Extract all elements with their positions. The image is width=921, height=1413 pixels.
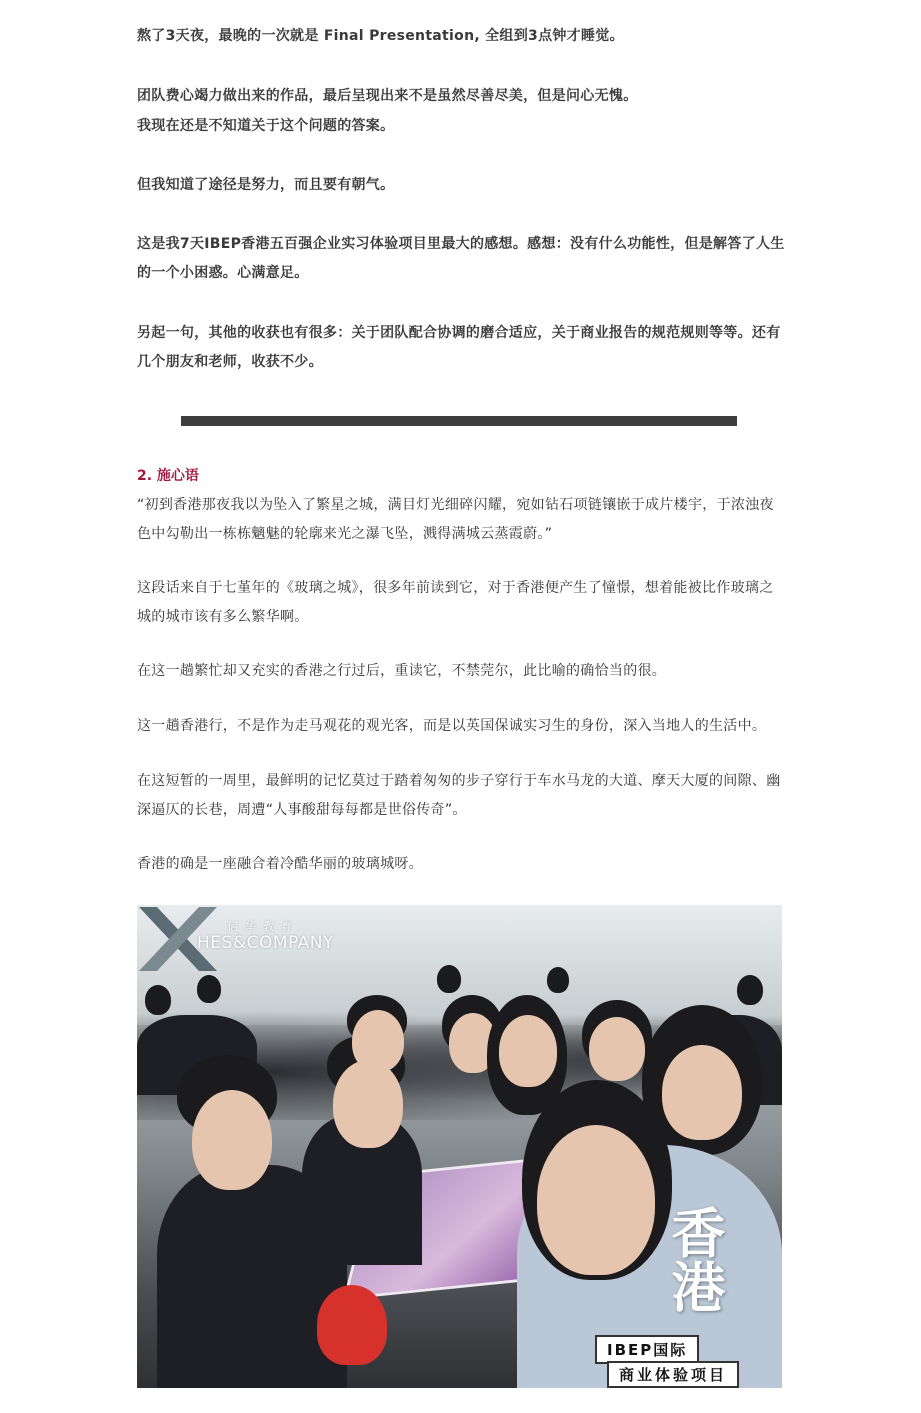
paragraph-final-presentation: 熬了3天夜，最晚的一次就是 Final Presentation, 全组到3点钟才睡觉。 bbox=[137, 28, 624, 44]
logo-text: HES&COMPANY bbox=[197, 933, 334, 953]
person-girl3-face bbox=[589, 1017, 645, 1081]
person-girl4-face bbox=[662, 1045, 742, 1140]
bg-person bbox=[437, 965, 461, 993]
quote-paragraph: “初到香港那夜我以为坠入了繁星之城，满目灯光细碎闪耀，宛如钻石项链镶嵌于成片楼宇，于浓浊夜色中勾勒出一栋栋魑魅的轮廓来光之瀑飞坠，溅得满城云蒸霞蔚。” bbox=[137, 497, 774, 542]
paragraph-reread: 在这一趟繁忙却又充实的香港之行过后，重读它，不禁莞尔，此比喻的确恰当的很。 bbox=[137, 663, 667, 679]
bg-person bbox=[737, 975, 763, 1005]
person-girl2-face bbox=[499, 1015, 557, 1087]
paragraph-team-effort: 团队费心竭力做出来的作品，最后呈现出来不是虽然尽善尽美，但是问心无愧。 bbox=[137, 88, 638, 104]
paragraph-intern-identity: 这一趟香港行，不是作为走马观花的观光客，而是以英国保诚实习生的身份，深入当地人的生活中。 bbox=[137, 718, 767, 734]
bg-person bbox=[197, 975, 221, 1003]
person-second-face bbox=[333, 1060, 403, 1148]
paragraph-unknown-answer: 我现在还是不知道关于这个问题的答案。 bbox=[137, 118, 395, 134]
person-front-face bbox=[537, 1125, 655, 1275]
brand-ibep-label: IBEP国际 bbox=[595, 1335, 699, 1364]
paragraph-biggest-feeling: 这是我7天IBEP香港五百强企业实习体验项目里最大的感想。感想：没有什么功能性，但是解答了人生的一个小困惑。心满意足。 bbox=[137, 236, 785, 281]
person-back-face bbox=[352, 1010, 404, 1072]
logo-chinese-text: 信华教育 bbox=[227, 920, 299, 933]
brand-program-label: 商业体验项目 bbox=[607, 1361, 739, 1388]
paragraph-glass-city: 香港的确是一座融合着冷酷华丽的玻璃城呀。 bbox=[137, 856, 423, 872]
group-photo bbox=[137, 905, 782, 1388]
paragraph-glass-city-source: 这段话来自于七堇年的《玻璃之城》，很多年前读到它，对于香港便产生了憧憬，想着能被比作玻璃之城的城市该有多么繁华啊。 bbox=[137, 580, 774, 625]
paragraph-other-gains: 另起一句，其他的收获也有很多：关于团队配合协调的磨合适应，关于商业报告的规范规则等等。还有几个朋友和老师，收获不少。 bbox=[137, 325, 781, 370]
red-bag bbox=[317, 1285, 387, 1365]
section-title: 2. 施心语 bbox=[137, 468, 199, 484]
paragraph-path-effort: 但我知道了途径是努力，而且要有朝气。 bbox=[137, 177, 395, 193]
section-divider bbox=[181, 416, 737, 426]
paragraph-week-memory: 在这短暂的一周里，最鲜明的记忆莫过于踏着匆匆的步子穿行于车水马龙的大道、摩天大厦的间隙、幽深逼仄的长巷，周遭“人事酸甜每每都是世俗传奇”。 bbox=[137, 773, 781, 818]
brand-hong-kong: 香港 bbox=[663, 1205, 727, 1313]
person-left-face bbox=[192, 1090, 272, 1190]
bg-person bbox=[145, 985, 171, 1015]
bg-person bbox=[547, 967, 569, 993]
